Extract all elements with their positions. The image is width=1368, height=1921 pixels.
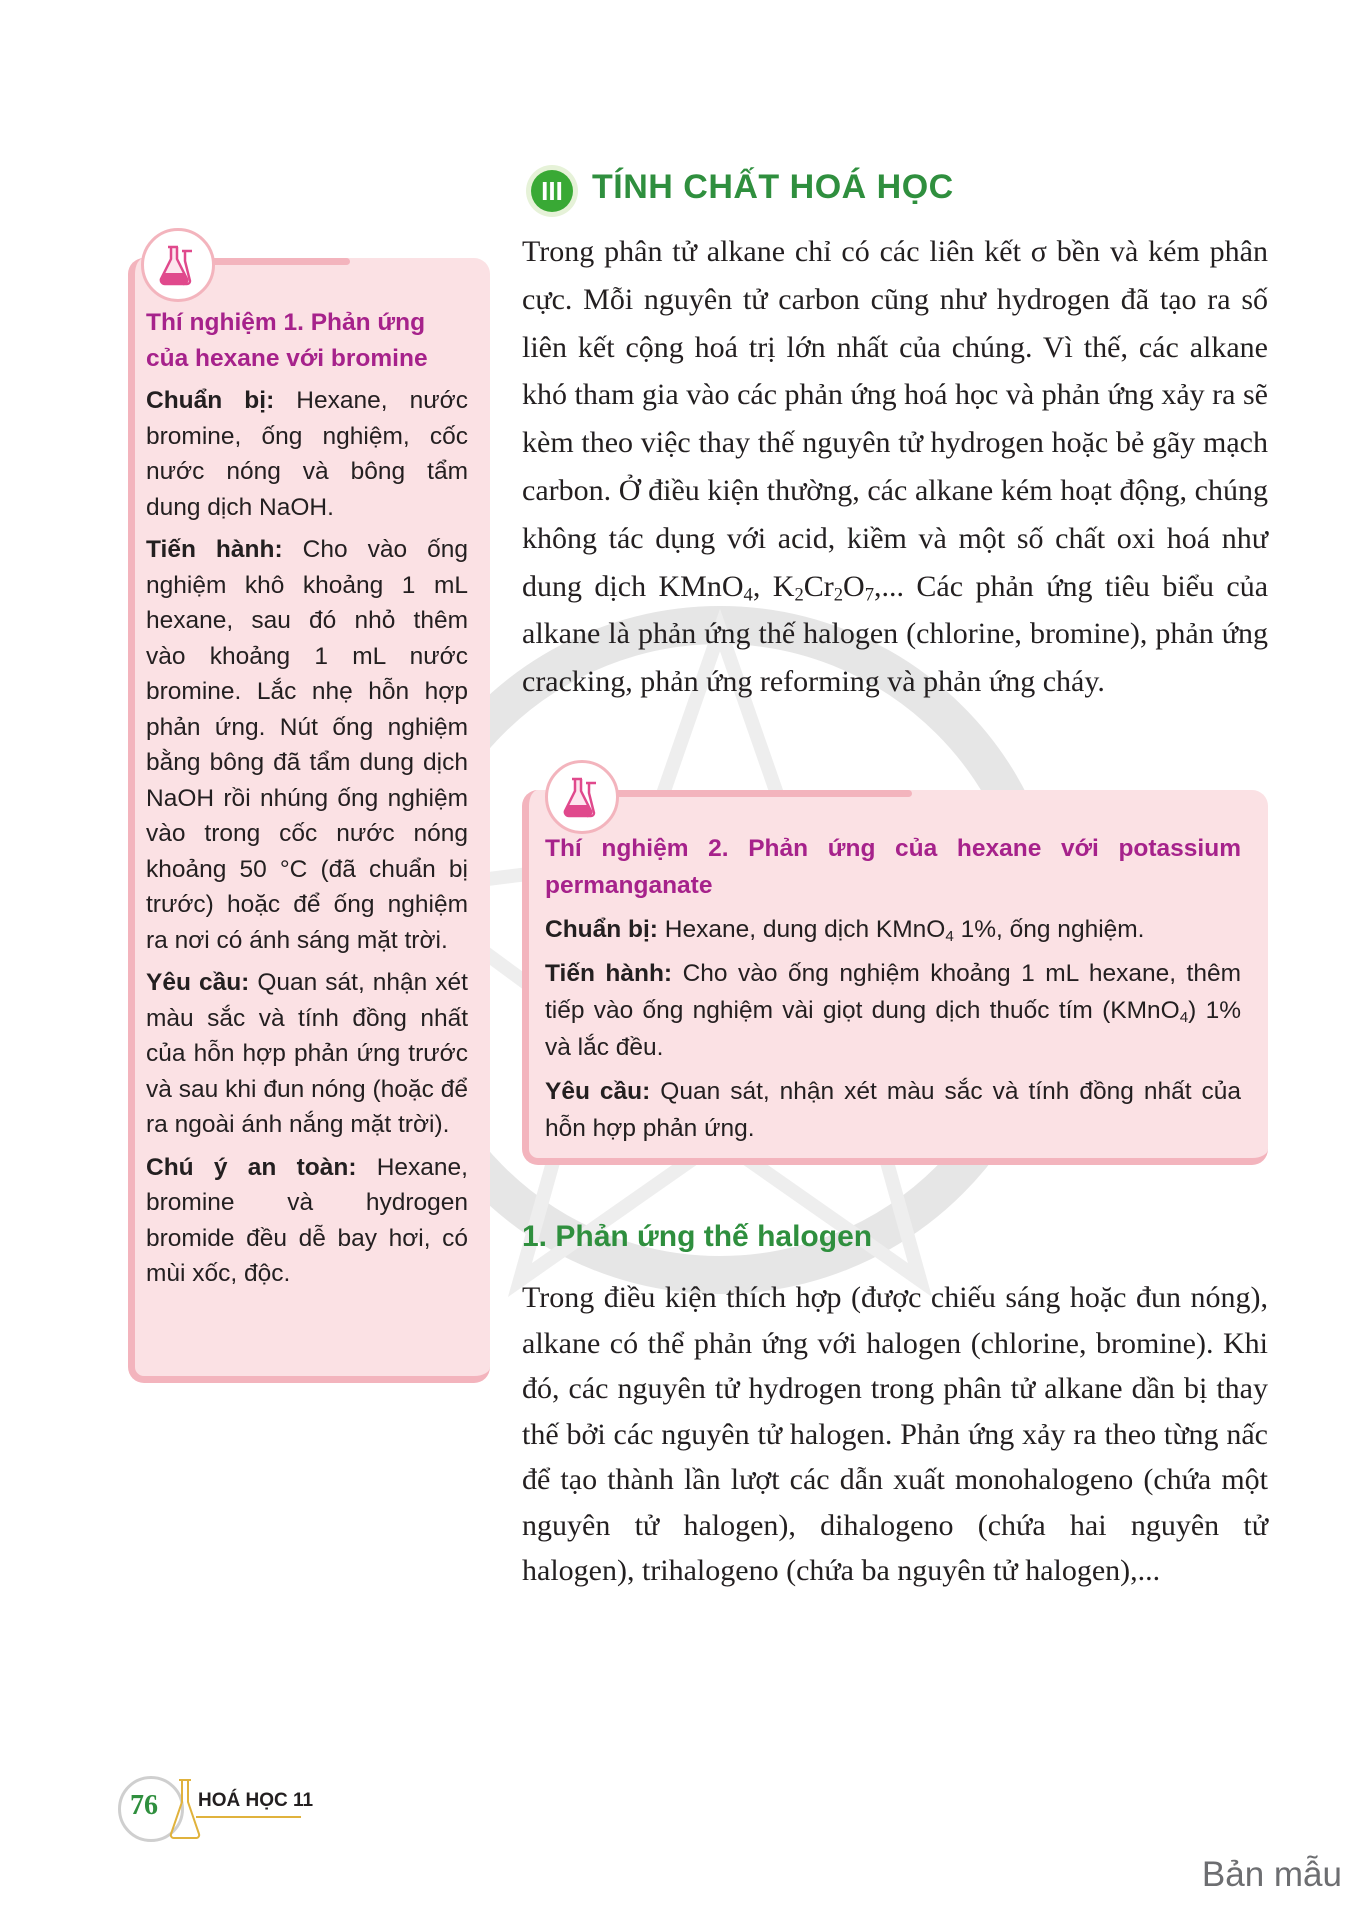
experiment2-badge — [545, 760, 619, 834]
flask-icon — [168, 1778, 202, 1842]
book-title-underline — [196, 1816, 301, 1818]
experiment2-content — [545, 830, 1241, 1154]
experiment1-title: Thí nghiệm 1. Phản ứng của hexane với bromine — [146, 309, 428, 372]
experiment1-badge — [141, 228, 215, 302]
section-number-badge — [526, 165, 578, 217]
sample-label: Bản mẫu — [1201, 1855, 1342, 1894]
section-intro: Trong phân tử alkane chỉ có các liên kết σ bền và kém phân cực. Mỗi nguyên tử carbon cũng như hydrogen đã tạo ra số liên kết cộng hoá trị lớn nhất của chúng. Vì thế, các alkane khó tham gia vào các phản ứng hoá học và phản ứng xảy ra sẽ kèm theo việc thay thế nguyên tử hydrogen hoặc bẻ gãy mạch carbon. Ở điều kiện thường, các alkane kém hoạt động, chúng không tác dụng với acid, kiềm và một số chất oxi hoá như dung dịch KMnO$_4$, $K_2Cr_2O_7$,... Các phản ứng tiêu biểu của alkane là phản ứng thế halogen (chlorine, bromine), phản ứng cracking, phản ứng reforming và phản ứng cháy. — [522, 235, 1269, 699]
experiment1-content — [146, 305, 468, 1299]
experiment1-prep: Chuẩn bị: Hexane, nước bromine, ống nghiệm, cốc nước nóng và bông tẩm dung dịch NaOH. — [146, 387, 468, 521]
experiment2-procedure: Tiến hành: Cho vào ống nghiệm khoảng 1 mL hexane, thêm tiếp vào ống nghiệm vài giọt dung dịch thuốc tím (KMnO$_4$) 1% và lắc đều. — [545, 960, 1241, 1061]
book-title: HOÁ HỌC 11 — [198, 1790, 314, 1811]
flask-icon — [154, 241, 202, 289]
experiment2-prep: Chuẩn bị: Hexane, dung dịch KMnO$_4$ 1%, ống nghiệm. — [545, 916, 1145, 945]
experiment2-box-accent — [612, 790, 912, 797]
page-number: 76 — [130, 1790, 158, 1821]
experiment1-requirement: Yêu cầu: Quan sát, nhận xét màu sắc và tính đồng nhất của hỗn hợp phản ứng trước và sau khi đun nóng (hoặc để ra ngoài ánh nắng mặt trời). — [146, 969, 468, 1138]
section-number: III — [531, 170, 573, 212]
experiment1-safety: Chú ý an toàn: Hexane, bromine và hydrogen bromide đều dễ bay hơi, có mùi xốc, độc. — [146, 1153, 468, 1287]
experiment2-requirement: Yêu cầu: Quan sát, nhận xét màu sắc và tính đồng nhất của hỗn hợp phản ứng. — [545, 1078, 1241, 1142]
subsection-title: 1. Phản ứng thế halogen — [522, 1220, 873, 1253]
section-title: TÍNH CHẤT HOÁ HỌC — [592, 168, 954, 206]
experiment2-title: Thí nghiệm 2. Phản ứng của hexane với potassium permanganate — [545, 835, 1241, 899]
flask-icon — [558, 773, 606, 821]
experiment1-procedure: Tiến hành: Cho vào ống nghiệm khô khoảng 1 mL hexane, sau đó nhỏ thêm vào khoảng 1 mL nước bromine. Lắc nhẹ hỗn hợp phản ứng. Nút ống nghiệm bằng bông đã tẩm dung dịch NaOH rồi nhúng ống nghiệm vào trong cốc nước nóng khoảng 50 °C (đã chuẩn bị trước) hoặc để ống nghiệm ra nơi có ánh sáng mặt trời. — [146, 536, 468, 954]
experiment1-box-accent — [210, 258, 350, 265]
subsection-text: Trong điều kiện thích hợp (được chiếu sáng hoặc đun nóng), alkane có thể phản ứng với halogen (chlorine, bromine). Khi đó, các nguyên tử hydrogen trong phân tử alkane dần bị thay thế bởi các nguyên tử halogen. Phản ứng xảy ra theo từng nấc để tạo thành lần lượt các dẫn xuất monohalogeno (chứa một nguyên tử halogen), dihalogeno (chứa hai nguyên tử halogen), trihalogeno (chứa ba nguyên tử halogen),... — [522, 1281, 1268, 1587]
